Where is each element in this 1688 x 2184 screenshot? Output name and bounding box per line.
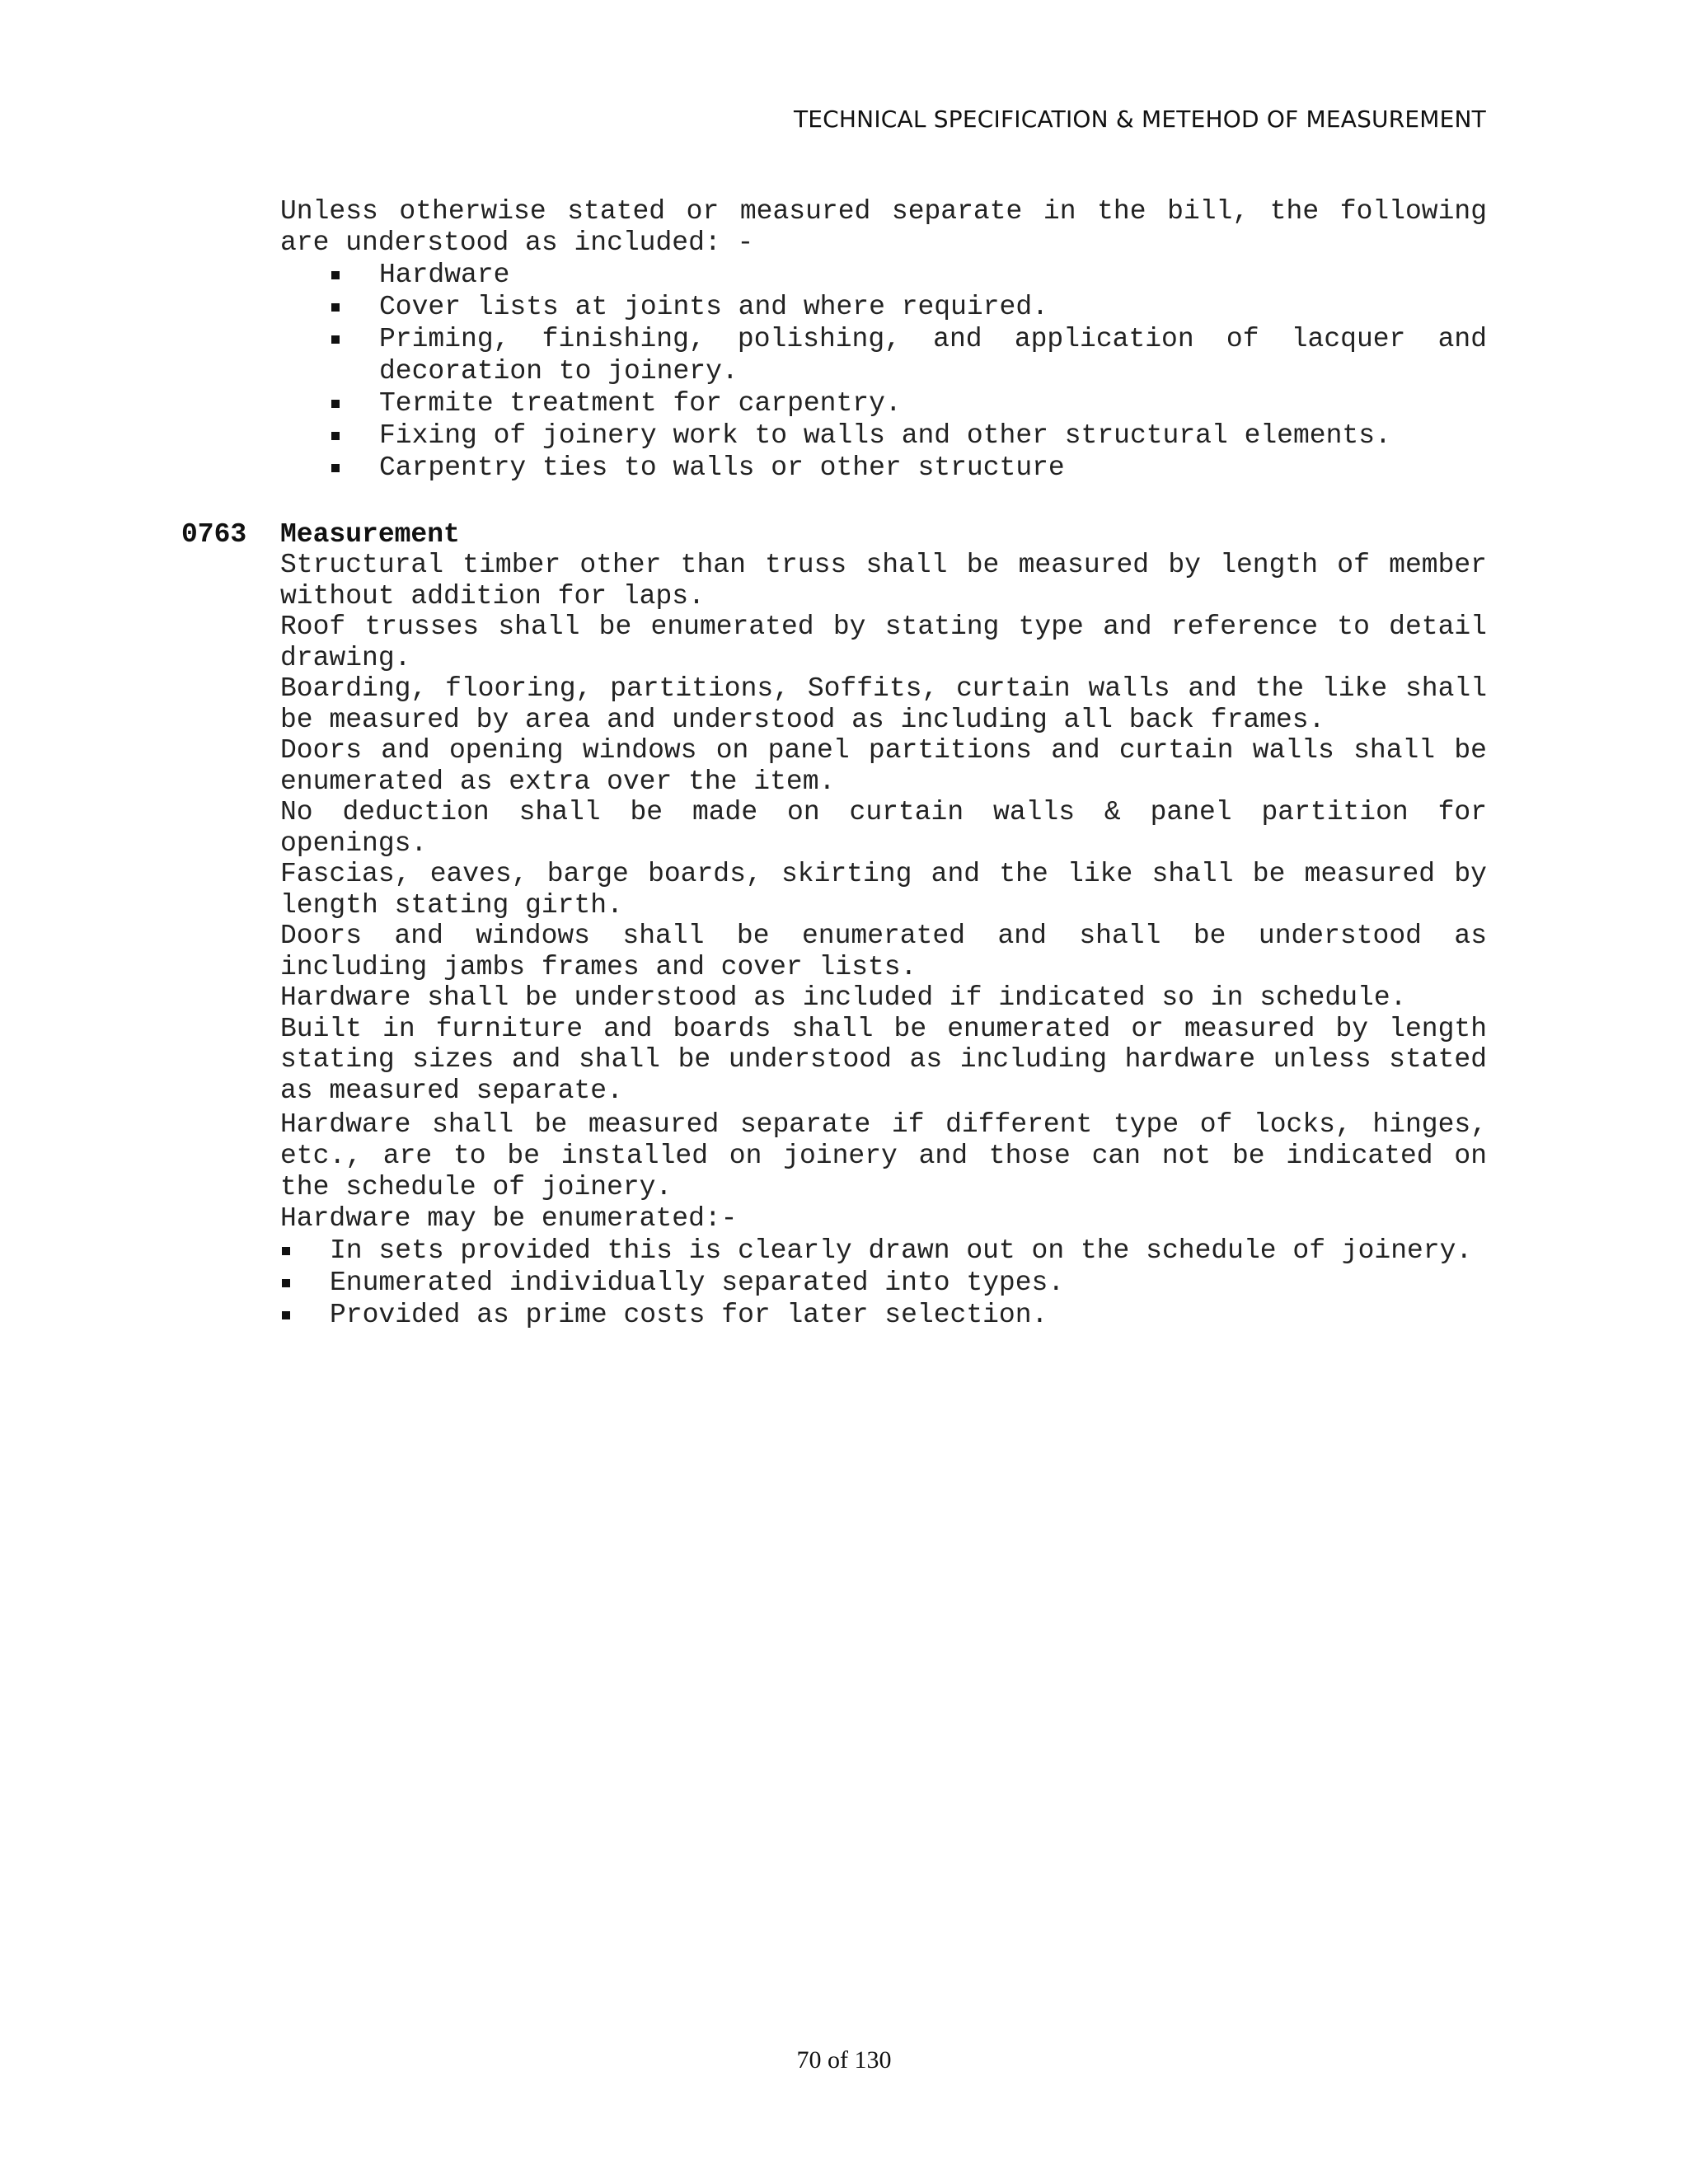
list-item: Provided as prime costs for later selection. (330, 1299, 1487, 1331)
intro-section (280, 196, 1487, 484)
list-item: Enumerated individually separated into types. (330, 1267, 1487, 1299)
list-item: Hardware (379, 259, 1487, 291)
page-number: 70 of 130 (796, 2046, 892, 2074)
section-title: Measurement (280, 519, 460, 550)
intro-paragraph: Unless otherwise stated or measured separate in the bill, the following are understood as included: - (280, 196, 1487, 258)
measurement-paragraph: Roof trusses shall be enumerated by stating type and reference to detail drawing. (280, 612, 1487, 673)
hardware-paragraph: Hardware shall be measured separate if different type of locks, hinges, etc., are to be installed on joinery and those can not be indicated on the schedule of joinery. (280, 1109, 1487, 1202)
measurement-paragraph: Built in furniture and boards shall be enumerated or measured by length stating sizes and shall be understood as including hardware unless stated as measured separate. (280, 1013, 1487, 1106)
hardware-lead: Hardware may be enumerated:- (280, 1203, 738, 1234)
hardware-section (280, 1109, 1487, 1331)
hardware-items-list (280, 1235, 1487, 1331)
measurement-paragraph: Doors and opening windows on panel partitions and curtain walls shall be enumerated as extra over the item. (280, 735, 1487, 797)
measurement-paragraph: Fascias, eaves, barge boards, skirting and the like shall be measured by length stating girth. (280, 859, 1487, 921)
included-items-list (280, 259, 1487, 484)
measurement-paragraph: Hardware shall be understood as included if indicated so in schedule. (280, 982, 1407, 1013)
document-header: TECHNICAL SPECIFICATION & METEHOD OF MEASUREMENT (793, 105, 1486, 133)
measurement-paragraph: Structural timber other than truss shall be measured by length of member without addition for laps. (280, 550, 1487, 612)
section-heading (181, 519, 460, 550)
measurement-paragraph: Doors and windows shall be enumerated and shall be understood as including jambs frames and cover lists. (280, 921, 1487, 982)
measurement-paragraph: No deduction shall be made on curtain walls & panel partition for openings. (280, 797, 1487, 859)
measurement-paragraph: Boarding, flooring, partitions, Soffits, curtain walls and the like shall be measured by area and understood as including all back frames. (280, 673, 1487, 735)
list-item: Carpentry ties to walls or other structure (379, 452, 1487, 484)
list-item: Fixing of joinery work to walls and other structural elements. (379, 419, 1487, 452)
section-number: 0763 (181, 519, 247, 550)
list-item: Cover lists at joints and where required. (379, 291, 1487, 323)
list-item: Priming, finishing, polishing, and application of lacquer and decoration to joinery. (379, 324, 1487, 387)
list-item: Termite treatment for carpentry. (379, 387, 1487, 419)
list-item: In sets provided this is clearly drawn out on the schedule of joinery. (330, 1235, 1487, 1267)
measurement-section (280, 550, 1487, 1106)
